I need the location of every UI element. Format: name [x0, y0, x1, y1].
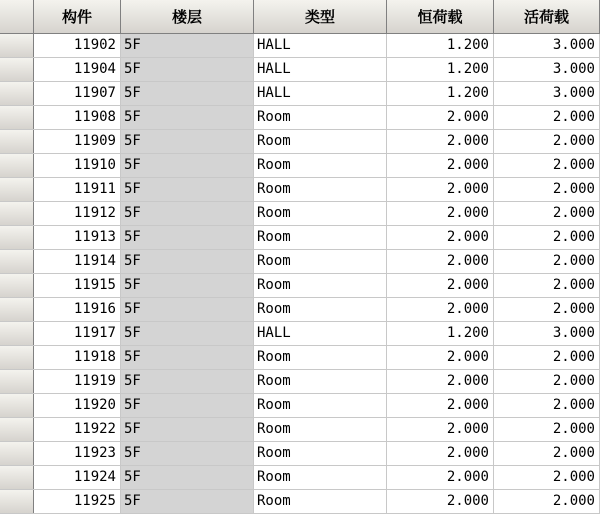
table-row[interactable]	[0, 250, 600, 274]
floor-cell[interactable]: 5F	[121, 322, 254, 345]
floor-cell[interactable]: 5F	[121, 346, 254, 369]
floor-cell[interactable]: 5F	[121, 442, 254, 465]
type-cell[interactable]: Room	[254, 298, 387, 321]
type-cell[interactable]: Room	[254, 274, 387, 297]
member-id-cell[interactable]: 11920	[34, 394, 121, 417]
live-load-cell[interactable]: 2.000	[494, 370, 600, 393]
type-cell[interactable]: Room	[254, 394, 387, 417]
type-cell[interactable]: Room	[254, 226, 387, 249]
table-row[interactable]	[0, 490, 600, 514]
row-selector[interactable]	[0, 346, 34, 369]
type-cell[interactable]: Room	[254, 202, 387, 225]
row-selector[interactable]	[0, 442, 34, 465]
dead-load-cell[interactable]: 1.200	[387, 82, 494, 105]
row-selector[interactable]	[0, 130, 34, 153]
floor-cell[interactable]: 5F	[121, 202, 254, 225]
row-selector[interactable]	[0, 394, 34, 417]
dead-load-cell[interactable]: 2.000	[387, 154, 494, 177]
live-load-cell[interactable]: 3.000	[494, 82, 600, 105]
type-cell[interactable]: Room	[254, 370, 387, 393]
member-id-cell[interactable]: 11915	[34, 274, 121, 297]
live-load-cell[interactable]: 3.000	[494, 58, 600, 81]
floor-cell[interactable]: 5F	[121, 130, 254, 153]
column-header-live-load[interactable]: 活荷载	[494, 0, 600, 33]
table-row[interactable]	[0, 34, 600, 58]
member-id-cell[interactable]: 11912	[34, 202, 121, 225]
dead-load-cell[interactable]: 2.000	[387, 274, 494, 297]
live-load-cell[interactable]: 2.000	[494, 418, 600, 441]
member-id-cell[interactable]: 11924	[34, 466, 121, 489]
member-id-cell[interactable]: 11904	[34, 58, 121, 81]
floor-cell[interactable]: 5F	[121, 178, 254, 201]
dead-load-cell[interactable]: 2.000	[387, 178, 494, 201]
table-row[interactable]	[0, 226, 600, 250]
table-row[interactable]	[0, 130, 600, 154]
dead-load-cell[interactable]: 2.000	[387, 370, 494, 393]
table-row[interactable]	[0, 106, 600, 130]
floor-cell[interactable]: 5F	[121, 418, 254, 441]
live-load-cell[interactable]: 2.000	[494, 130, 600, 153]
row-selector[interactable]	[0, 178, 34, 201]
row-selector[interactable]	[0, 58, 34, 81]
floor-cell[interactable]: 5F	[121, 226, 254, 249]
type-cell[interactable]: HALL	[254, 58, 387, 81]
row-selector[interactable]	[0, 34, 34, 57]
live-load-cell[interactable]: 2.000	[494, 442, 600, 465]
member-id-cell[interactable]: 11918	[34, 346, 121, 369]
row-selector[interactable]	[0, 154, 34, 177]
floor-cell[interactable]: 5F	[121, 370, 254, 393]
type-cell[interactable]: Room	[254, 154, 387, 177]
floor-cell[interactable]: 5F	[121, 274, 254, 297]
live-load-cell[interactable]: 2.000	[494, 490, 600, 513]
table-row[interactable]	[0, 370, 600, 394]
type-cell[interactable]: Room	[254, 490, 387, 513]
dead-load-cell[interactable]: 2.000	[387, 346, 494, 369]
table-row[interactable]	[0, 82, 600, 106]
table-row[interactable]	[0, 442, 600, 466]
row-selector[interactable]	[0, 298, 34, 321]
table-row[interactable]	[0, 58, 600, 82]
table-row[interactable]	[0, 298, 600, 322]
floor-cell[interactable]: 5F	[121, 466, 254, 489]
row-selector[interactable]	[0, 418, 34, 441]
floor-cell[interactable]: 5F	[121, 154, 254, 177]
row-selector[interactable]	[0, 106, 34, 129]
row-selector[interactable]	[0, 226, 34, 249]
column-header-type[interactable]: 类型	[254, 0, 387, 33]
dead-load-cell[interactable]: 2.000	[387, 490, 494, 513]
table-row[interactable]	[0, 154, 600, 178]
type-cell[interactable]: Room	[254, 178, 387, 201]
floor-cell[interactable]: 5F	[121, 82, 254, 105]
member-id-cell[interactable]: 11908	[34, 106, 121, 129]
table-row[interactable]	[0, 322, 600, 346]
dead-load-cell[interactable]: 2.000	[387, 418, 494, 441]
type-cell[interactable]: Room	[254, 466, 387, 489]
row-selector[interactable]	[0, 466, 34, 489]
member-id-cell[interactable]: 11913	[34, 226, 121, 249]
type-cell[interactable]: HALL	[254, 322, 387, 345]
floor-cell[interactable]: 5F	[121, 490, 254, 513]
member-id-cell[interactable]: 11907	[34, 82, 121, 105]
live-load-cell[interactable]: 3.000	[494, 322, 600, 345]
live-load-cell[interactable]: 2.000	[494, 466, 600, 489]
type-cell[interactable]: Room	[254, 418, 387, 441]
live-load-cell[interactable]: 2.000	[494, 394, 600, 417]
type-cell[interactable]: Room	[254, 250, 387, 273]
table-row[interactable]	[0, 202, 600, 226]
corner-header-cell[interactable]	[0, 0, 34, 33]
table-row[interactable]	[0, 466, 600, 490]
floor-cell[interactable]: 5F	[121, 394, 254, 417]
dead-load-cell[interactable]: 2.000	[387, 298, 494, 321]
table-row[interactable]	[0, 178, 600, 202]
table-row[interactable]	[0, 418, 600, 442]
live-load-cell[interactable]: 2.000	[494, 226, 600, 249]
header-row	[0, 0, 600, 34]
member-id-cell[interactable]: 11902	[34, 34, 121, 57]
row-selector[interactable]	[0, 274, 34, 297]
live-load-cell[interactable]: 2.000	[494, 106, 600, 129]
table-row[interactable]	[0, 346, 600, 370]
type-cell[interactable]: HALL	[254, 82, 387, 105]
member-id-cell[interactable]: 11911	[34, 178, 121, 201]
dead-load-cell[interactable]: 2.000	[387, 130, 494, 153]
live-load-cell[interactable]: 2.000	[494, 346, 600, 369]
type-cell[interactable]: HALL	[254, 34, 387, 57]
member-id-cell[interactable]: 11914	[34, 250, 121, 273]
row-selector[interactable]	[0, 82, 34, 105]
dead-load-cell[interactable]: 2.000	[387, 106, 494, 129]
column-header-floor[interactable]: 楼层	[121, 0, 254, 33]
dead-load-cell[interactable]: 2.000	[387, 394, 494, 417]
floor-cell[interactable]: 5F	[121, 298, 254, 321]
member-id-cell[interactable]: 11919	[34, 370, 121, 393]
row-selector[interactable]	[0, 250, 34, 273]
table-row[interactable]	[0, 274, 600, 298]
live-load-cell[interactable]: 2.000	[494, 178, 600, 201]
live-load-cell[interactable]: 2.000	[494, 154, 600, 177]
dead-load-cell[interactable]: 2.000	[387, 202, 494, 225]
live-load-cell[interactable]: 2.000	[494, 298, 600, 321]
type-cell[interactable]: Room	[254, 130, 387, 153]
row-selector[interactable]	[0, 322, 34, 345]
column-header-member[interactable]: 构件	[34, 0, 121, 33]
member-id-cell[interactable]: 11916	[34, 298, 121, 321]
live-load-cell[interactable]: 3.000	[494, 34, 600, 57]
row-selector[interactable]	[0, 370, 34, 393]
row-selector[interactable]	[0, 490, 34, 513]
dead-load-cell[interactable]: 2.000	[387, 250, 494, 273]
type-cell[interactable]: Room	[254, 346, 387, 369]
floor-cell[interactable]: 5F	[121, 34, 254, 57]
floor-cell[interactable]: 5F	[121, 250, 254, 273]
type-cell[interactable]: Room	[254, 442, 387, 465]
member-id-cell[interactable]: 11922	[34, 418, 121, 441]
member-id-cell[interactable]: 11925	[34, 490, 121, 513]
dead-load-cell[interactable]: 2.000	[387, 442, 494, 465]
dead-load-cell[interactable]: 1.200	[387, 322, 494, 345]
member-id-cell[interactable]: 11923	[34, 442, 121, 465]
dead-load-cell[interactable]: 2.000	[387, 466, 494, 489]
member-id-cell[interactable]: 11909	[34, 130, 121, 153]
dead-load-cell[interactable]: 2.000	[387, 226, 494, 249]
member-id-cell[interactable]: 11917	[34, 322, 121, 345]
column-header-dead-load[interactable]: 恒荷载	[387, 0, 494, 33]
row-selector[interactable]	[0, 202, 34, 225]
table-row[interactable]	[0, 394, 600, 418]
live-load-cell[interactable]: 2.000	[494, 250, 600, 273]
type-cell[interactable]: Room	[254, 106, 387, 129]
live-load-cell[interactable]: 2.000	[494, 202, 600, 225]
member-id-cell[interactable]: 11910	[34, 154, 121, 177]
floor-cell[interactable]: 5F	[121, 106, 254, 129]
dead-load-cell[interactable]: 1.200	[387, 58, 494, 81]
live-load-cell[interactable]: 2.000	[494, 274, 600, 297]
dead-load-cell[interactable]: 1.200	[387, 34, 494, 57]
floor-cell[interactable]: 5F	[121, 58, 254, 81]
